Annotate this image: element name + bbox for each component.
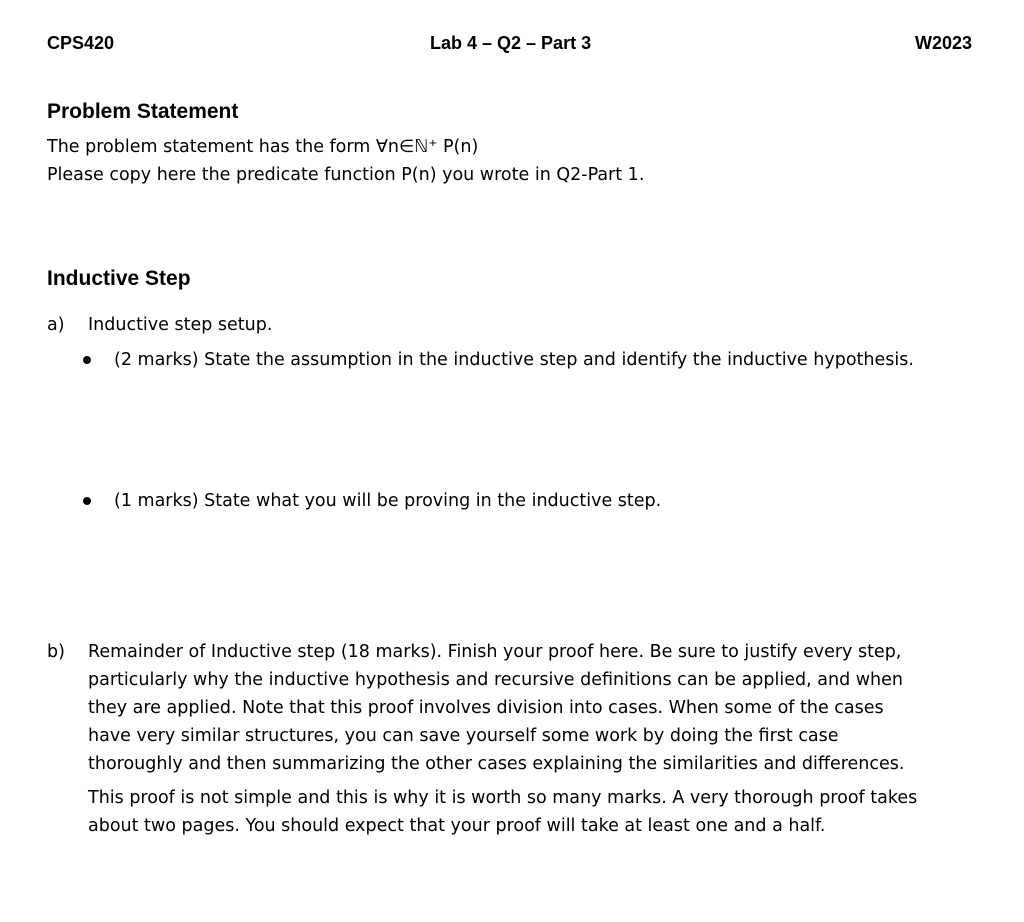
- part-a-text: Inductive step setup.: [88, 315, 273, 335]
- term-label: W2023: [914, 33, 972, 53]
- part-a-label: a): [47, 315, 65, 335]
- course-code: CPS420: [47, 33, 115, 53]
- bullet-item-assumption: (2 marks) State the assumption in the inductive step and identify the inductive hypothesis.: [114, 350, 914, 370]
- page-header: [47, 33, 972, 57]
- problem-statement-instruction: Please copy here the predicate function P(n) you wrote in Q2-Part 1.: [47, 165, 645, 185]
- paragraph-line: about two pages. You should expect that your proof will take at least one and a half.: [88, 816, 826, 836]
- paragraph-line: they are applied. Note that this proof involves division into cases. When some of the cases: [88, 698, 884, 718]
- paragraph-line: Remainder of Inductive step (18 marks). Finish your proof here. Be sure to justify every step,: [88, 642, 902, 662]
- problem-statement-heading: Problem Statement: [47, 100, 239, 123]
- paragraph-line: This proof is not simple and this is why it is worth so many marks. A very thorough proof takes: [88, 788, 918, 808]
- problem-statement-form: The problem statement has the form ∀n∈ℕ⁺ P(n): [47, 137, 479, 157]
- bullet-icon: [83, 356, 91, 364]
- bullet-icon: [83, 497, 91, 505]
- paragraph-line: particularly why the inductive hypothesis and recursive definitions can be applied, and when: [88, 670, 903, 690]
- paragraph-line: thoroughly and then summarizing the other cases explaining the similarities and differences.: [88, 754, 905, 774]
- part-b-paragraph-2: [88, 784, 988, 840]
- paragraph-line: have very similar structures, you can save yourself some work by doing the first case: [88, 726, 839, 746]
- part-b-paragraph-1: [88, 638, 988, 778]
- bullet-item-proving: (1 marks) State what you will be proving in the inductive step.: [114, 491, 662, 511]
- part-b-label: b): [47, 642, 65, 662]
- document-title: Lab 4 – Q2 – Part 3: [430, 33, 592, 53]
- inductive-step-heading: Inductive Step: [47, 267, 191, 290]
